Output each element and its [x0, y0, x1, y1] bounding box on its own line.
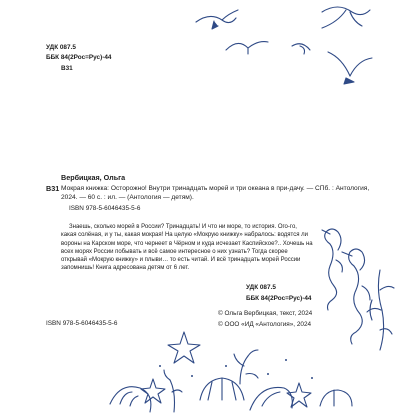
shell-icon [110, 387, 151, 412]
seahorse-icon [342, 249, 370, 344]
seaweed-icon [367, 270, 394, 350]
starfish-icon [168, 332, 200, 363]
author-name: Вербицкая, Ольга [61, 173, 126, 182]
udk-index-top: УДК 087.5 [46, 44, 76, 51]
sand-dots-icon [159, 359, 313, 379]
shell-icon [250, 387, 292, 410]
bbk-index-top: ББК 84(2Рос=Рус)-44 [46, 54, 112, 61]
annotation-text: Знаешь, сколько морей в России? Тринадцать! И что ни море, то история. Ого-го, какая солёная, и у ты, какая мокрая! На целую «Мокрую книжку» набралось: водятся ли вороны на Карском море, что чернеет в Чёрном и куда исчезает Каспийское?.. Хочешь на всех морях России побывать и всё самое интересное о них узнать? Тогда скорее открывай «Мокрую книжку» и плыви… то есть читай. И всё тринадцать морей России запомнишь! Книга адресована детям от 6 лет. [61, 224, 313, 272]
seahorse-icon [322, 229, 342, 310]
seagull-icon [328, 52, 372, 84]
bbk-index-bottom: ББК 84(2Рос=Рус)-44 [246, 295, 312, 302]
coral-icon [234, 350, 258, 384]
author-code: В31 [46, 184, 60, 193]
udk-index-bottom: УДК 087.5 [246, 284, 276, 291]
author-code-top: В31 [61, 65, 73, 72]
seagull-icon [292, 44, 310, 54]
isbn-footer: ISBN 978-5-6046435-5-6 [46, 320, 118, 327]
seagull-icon [226, 42, 268, 54]
coral-icon [164, 370, 182, 412]
bibliographic-description: Мокрая книжка: Осторожно! Внутри тринадцать морей и три океана в при-дачу. — СПб. : Антология, 2024. — 60 с. : ил. — (Антология — детям). [61, 185, 370, 202]
copyright-author: © Ольга Вербицкая, текст, 2024 [218, 310, 313, 317]
seagull-icon [196, 10, 238, 29]
copyright-publisher: © ООО «ИД «Антология», 2024 [218, 321, 312, 328]
shell-icon [200, 378, 244, 400]
isbn-record: ISBN 978-5-6046435-5-6 [69, 205, 141, 212]
seagull-icon [322, 7, 370, 28]
shell-icon [320, 390, 352, 406]
